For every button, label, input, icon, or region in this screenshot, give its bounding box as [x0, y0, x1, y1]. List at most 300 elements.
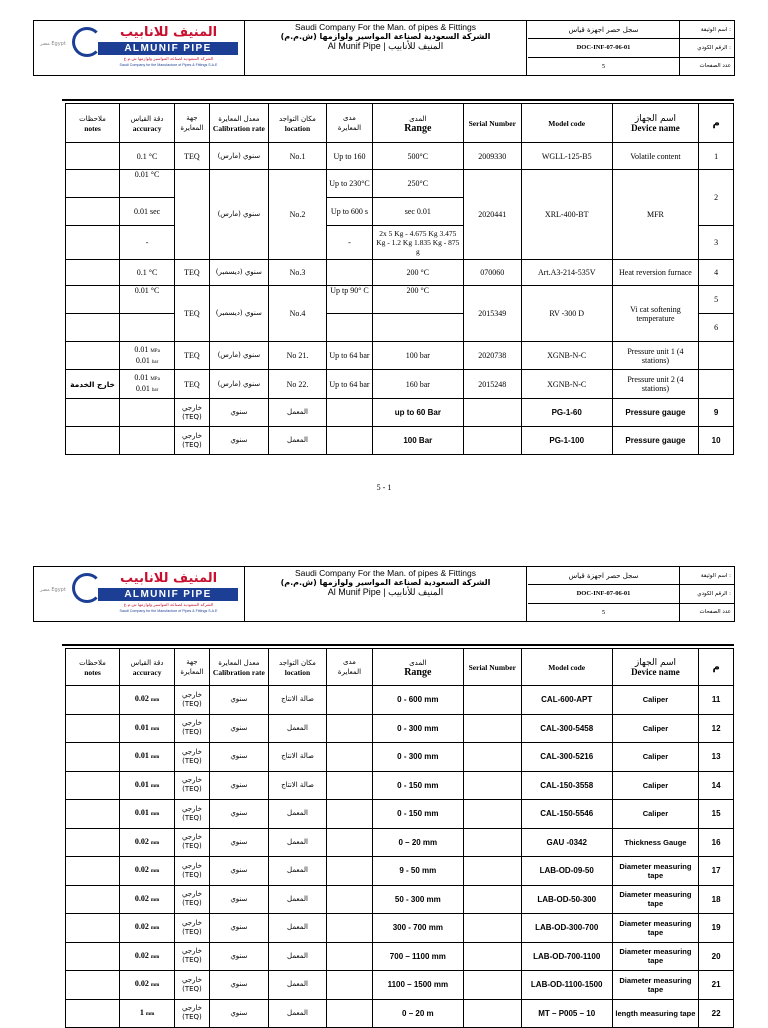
pages-count-label: عدد الصفحات: [680, 603, 735, 621]
col-range-ar: المدى: [409, 658, 427, 667]
doc-name-label: اسم الوثيقة :: [680, 567, 735, 585]
cell-party: خارجي (TEQ): [175, 942, 210, 971]
cell-model: LAB-OD-300-700: [521, 914, 612, 943]
company-logo: [34, 21, 245, 75]
cell-rate: سنوي: [209, 857, 268, 886]
col-party-ar: جهة: [186, 658, 198, 666]
cell-serial: [463, 885, 521, 914]
cell-location: No.2: [268, 170, 326, 260]
col-accuracy-ar: دقة القياس: [130, 658, 164, 667]
col-model: [521, 104, 612, 143]
cell-accuracy: [120, 714, 175, 743]
cell-accuracy: [120, 999, 175, 1028]
accuracy-value: 0.01: [134, 808, 149, 818]
col-location: [268, 104, 326, 143]
col-serial-en: Serial Number: [468, 118, 516, 128]
cell-calib-range: Up to 64 bar: [327, 370, 373, 399]
cell-party: خارجي (TEQ): [175, 771, 210, 800]
cell-model: LAB-OD-700-1100: [521, 942, 612, 971]
cell-range: 300 - 700 mm: [372, 914, 463, 943]
cell-model: CAL-150-5546: [521, 800, 612, 829]
pages-count-value: 5: [601, 62, 606, 70]
logo-arabic-subtitle: الشركة السعودية لصناعة المواسير ولوازمها ش.م.ع: [123, 602, 214, 607]
cell-serial: [463, 914, 521, 943]
logo-english-name: ALMUNIF PIPE: [98, 588, 238, 601]
cell-accuracy: [120, 800, 175, 829]
cell-accuracy: 0.1 °C: [120, 260, 175, 286]
cell-party: خارجي (TEQ): [175, 399, 210, 427]
cell-accuracy: 0.1 °C: [120, 143, 175, 170]
cell-calib-range: [327, 314, 373, 342]
cell-range: 0 - 600 mm: [372, 686, 463, 715]
cell-party: TEQ: [175, 286, 210, 342]
cell-notes: [66, 714, 120, 743]
cell-serial: [463, 800, 521, 829]
cell-rate: سنوي: [209, 743, 268, 772]
cell-location: المعمل: [268, 942, 326, 971]
accuracy-value: 0.01: [135, 384, 150, 393]
cell-no: 15: [699, 800, 734, 829]
col-range: [372, 649, 463, 686]
document-meta-table: [528, 21, 734, 75]
company-name-ar: الشركة السعودية لصناعة المواسير ولوازمها (ش.م.م): [280, 578, 491, 587]
cell-notes: [66, 143, 120, 170]
accuracy-value: 0.01: [134, 722, 149, 732]
cell-device: Caliper: [612, 743, 699, 772]
cell-accuracy: 0.01 sec: [120, 198, 175, 226]
cell-model: CAL-150-3558: [521, 771, 612, 800]
cell-location: صالة الانتاج: [268, 743, 326, 772]
logo-egypt-text: مصر Egypt: [40, 41, 66, 47]
cell-no: 22: [699, 999, 734, 1028]
table-top-rule: [62, 99, 734, 101]
accuracy-value: 0.01: [134, 751, 149, 761]
col-calib-rate: [209, 649, 268, 686]
table-row: [66, 286, 734, 314]
unit-label: bar: [151, 388, 159, 393]
cell-accuracy: [120, 885, 175, 914]
col-range: [372, 104, 463, 143]
accuracy-value: 0.01: [134, 344, 149, 354]
cell-notes: [66, 771, 120, 800]
cell-party: خارجي (TEQ): [175, 427, 210, 455]
cell-location: المعمل: [268, 885, 326, 914]
cell-model: GAU -0342: [521, 828, 612, 857]
cell-calib-range: [327, 828, 373, 857]
cell-party: [175, 170, 210, 260]
cell-calib-range: [327, 914, 373, 943]
cell-range: 250°C: [372, 170, 463, 198]
col-no: [699, 104, 734, 143]
unit-label: mm: [150, 812, 160, 818]
cell-rate: سنوي: [209, 686, 268, 715]
cell-serial: [463, 942, 521, 971]
cell-accuracy: [120, 399, 175, 427]
cell-serial: [463, 686, 521, 715]
cell-serial: 2020738: [463, 342, 521, 370]
cell-range: 700 – 1100 mm: [372, 942, 463, 971]
logo-arabic-name: المنيف للانابيب: [120, 571, 218, 586]
cell-party: خارجي (TEQ): [175, 914, 210, 943]
cell-range: 0 – 20 mm: [372, 828, 463, 857]
cell-rate: سنوي (مارس): [209, 370, 268, 399]
cell-accuracy: [120, 370, 175, 399]
accuracy-value: 0.01: [135, 355, 150, 365]
cell-device: Pressure gauge: [612, 427, 699, 455]
cell-notes: [66, 743, 120, 772]
col-accuracy-ar: دقة القياس: [130, 114, 164, 123]
col-rate-en: Calibration rate: [212, 123, 265, 133]
table-row: [66, 743, 734, 772]
cell-calib-range: -: [327, 226, 373, 260]
table-row: [66, 170, 734, 198]
accuracy-value: 1: [139, 1007, 144, 1017]
cell-serial: [463, 828, 521, 857]
cell-notes: [66, 686, 120, 715]
col-crange-ar2: المعايرة: [337, 668, 362, 676]
col-no: [699, 649, 734, 686]
unit-label: MPa: [150, 348, 160, 354]
table-row: [66, 686, 734, 715]
cell-range: 160 bar: [372, 370, 463, 399]
table-header-row: [66, 104, 734, 143]
col-crange-ar2: المعايرة: [337, 124, 362, 132]
table-row: [66, 914, 734, 943]
cell-serial: [463, 399, 521, 427]
col-model: [521, 649, 612, 686]
cell-no: 11: [699, 686, 734, 715]
doc-name-value: سجل حصر اجهزة قياس: [528, 567, 680, 585]
col-device-en: Device name: [631, 666, 680, 677]
table-row: [66, 999, 734, 1028]
cell-device: Caliper: [612, 800, 699, 829]
cell-calib-range: [327, 714, 373, 743]
cell-accuracy: [120, 314, 175, 342]
cell-range: 0 - 300 mm: [372, 743, 463, 772]
cell-notes: [66, 942, 120, 971]
cell-accuracy: 0.01 °C: [120, 170, 175, 198]
col-notes: [66, 104, 120, 143]
col-location-ar: مكان التواجد: [279, 658, 316, 667]
table-row: [66, 942, 734, 971]
cell-no: [699, 342, 734, 370]
col-accuracy: [120, 104, 175, 143]
cell-no: 14: [699, 771, 734, 800]
table-row: [66, 370, 734, 399]
document-meta-table: [528, 567, 734, 621]
cell-no: 21: [699, 971, 734, 1000]
doc-code-label: الرقم الكودي :: [680, 39, 735, 57]
col-crange-ar: مدى: [343, 658, 356, 666]
cell-rate: سنوي: [209, 399, 268, 427]
cell-notes: [66, 885, 120, 914]
col-device-en: Device name: [631, 122, 680, 133]
cell-party: خارجي (TEQ): [175, 686, 210, 715]
col-model-en: Model code: [548, 118, 586, 128]
company-name-ar: الشركة السعودية لصناعة المواسير ولوازمها (ش.م.م): [280, 32, 491, 41]
cell-serial: [463, 971, 521, 1000]
cell-party: TEQ: [175, 260, 210, 286]
cell-location: المعمل: [268, 828, 326, 857]
cell-range: 0 - 150 mm: [372, 800, 463, 829]
cell-model: LAB-OD-50-300: [521, 885, 612, 914]
cell-accuracy: [120, 942, 175, 971]
cell-location: No 22.: [268, 370, 326, 399]
cell-party: خارجي (TEQ): [175, 714, 210, 743]
cell-location: المعمل: [268, 714, 326, 743]
company-short-name: Al Munif Pipe | المنيف للأنابيب: [327, 41, 444, 51]
logo-english-name: ALMUNIF PIPE: [98, 42, 238, 55]
cell-device: Diameter measuring tape: [612, 971, 699, 1000]
cell-serial: [463, 857, 521, 886]
col-no-ar: م: [712, 661, 720, 673]
col-rate-ar: معدل المعايرة: [218, 658, 260, 667]
cell-no: 2: [699, 170, 734, 226]
col-accuracy: [120, 649, 175, 686]
cell-notes: [66, 170, 120, 198]
cell-device: Volatile content: [612, 143, 699, 170]
cell-calib-range: [327, 971, 373, 1000]
accuracy-value: 0.02: [134, 922, 149, 932]
cell-range: 100 bar: [372, 342, 463, 370]
doc-name-label: اسم الوثيقة :: [680, 21, 735, 39]
accuracy-value: 0.01: [134, 373, 149, 382]
unit-label: mm: [150, 869, 160, 875]
cell-device: Heat reversion furnace: [612, 260, 699, 286]
unit-label: mm: [150, 840, 160, 846]
cell-location: المعمل: [268, 800, 326, 829]
cell-range: sec 0.01: [372, 198, 463, 226]
document-header: [33, 20, 735, 76]
document-header: [33, 566, 735, 622]
col-range-en: Range: [404, 122, 432, 134]
cell-notes: [66, 342, 120, 370]
cell-calib-range: [327, 260, 373, 286]
unit-label: mm: [150, 755, 160, 761]
company-short-name: Al Munif Pipe | المنيف للأنابيب: [327, 587, 444, 597]
cell-accuracy: [120, 971, 175, 1000]
cell-accuracy: [120, 914, 175, 943]
cell-accuracy: [120, 342, 175, 370]
cell-range: up to 60 Bar: [372, 399, 463, 427]
devices-table-page-2: [65, 648, 734, 1028]
table-row: [66, 714, 734, 743]
col-party-ar2: المعايرة: [180, 124, 204, 132]
cell-party: خارجي (TEQ): [175, 971, 210, 1000]
cell-device: Pressure gauge: [612, 399, 699, 427]
cell-location: No.1: [268, 143, 326, 170]
company-name-en: Saudi Company For the Man. of pipes & Fittings: [295, 568, 476, 578]
cell-calib-range: Up to 600 s: [327, 198, 373, 226]
col-crange-ar: مدى: [343, 114, 356, 122]
table-row: [66, 971, 734, 1000]
cell-range: 0 – 20 m: [372, 999, 463, 1028]
cell-no: 9: [699, 399, 734, 427]
unit-label: mm: [150, 726, 160, 732]
cell-notes: [66, 286, 120, 314]
table-row: [66, 828, 734, 857]
cell-range: [372, 314, 463, 342]
cell-model: XRL-400-BT: [521, 170, 612, 260]
col-device: [612, 104, 699, 143]
cell-no: 1: [699, 143, 734, 170]
col-serial: [463, 649, 521, 686]
cell-no: 5: [699, 286, 734, 314]
cell-accuracy: [120, 427, 175, 455]
cell-range: 100 Bar: [372, 427, 463, 455]
cell-model: XGNB-N-C: [521, 370, 612, 399]
cell-device: Caliper: [612, 686, 699, 715]
table-row: [66, 771, 734, 800]
cell-rate: سنوي: [209, 828, 268, 857]
cell-rate: سنوي (مارس): [209, 342, 268, 370]
cell-rate: سنوي: [209, 714, 268, 743]
cell-model: LAB-OD-1100-1500: [521, 971, 612, 1000]
table-top-rule: [62, 644, 734, 646]
cell-calib-range: Up to 160: [327, 143, 373, 170]
cell-party: TEQ: [175, 342, 210, 370]
accuracy-value: 0.02: [134, 865, 149, 875]
table-header-row: [66, 649, 734, 686]
cell-model: XGNB-N-C: [521, 342, 612, 370]
unit-label: mm: [150, 954, 160, 960]
cell-rate: سنوي: [209, 800, 268, 829]
cell-location: صالة الانتاج: [268, 771, 326, 800]
cell-device: Pressure unit 1 (4 stations): [612, 342, 699, 370]
cell-serial: 070060: [463, 260, 521, 286]
cell-notes: [66, 971, 120, 1000]
company-logo: [34, 567, 245, 621]
cell-location: المعمل: [268, 427, 326, 455]
col-notes-ar: ملاحظات: [79, 114, 106, 123]
cell-notes: [66, 314, 120, 342]
cell-party: خارجي (TEQ): [175, 743, 210, 772]
table-row: [66, 427, 734, 455]
cell-location: صالة الانتاج: [268, 686, 326, 715]
unit-label: bar: [151, 359, 159, 365]
table-row: [66, 260, 734, 286]
cell-party: خارجي (TEQ): [175, 800, 210, 829]
cell-location: No.4: [268, 286, 326, 342]
cell-party: خارجي (TEQ): [175, 828, 210, 857]
cell-device: Diameter measuring tape: [612, 942, 699, 971]
cell-range: 2x 5 Kg - 4.675 Kg 3.475 Kg - 1.2 Kg 1.835 Kg - 875 g: [372, 226, 463, 260]
cell-serial: 2015349: [463, 286, 521, 342]
cell-notes: [66, 828, 120, 857]
cell-device: MFR: [612, 170, 699, 260]
cell-model: CAL-600-APT: [521, 686, 612, 715]
logo-english-subtitle: Saudi Company for the Manufacture of Pipes & Fittings S.A.E: [119, 609, 218, 613]
cell-device: Caliper: [612, 771, 699, 800]
cell-rate: سنوي: [209, 971, 268, 1000]
cell-device: Pressure unit 2 (4 stations): [612, 370, 699, 399]
cell-serial: [463, 743, 521, 772]
cell-calib-range: [327, 686, 373, 715]
devices-table-page-1: [65, 103, 734, 455]
cell-rate: سنوي: [209, 427, 268, 455]
cell-no: 16: [699, 828, 734, 857]
col-calib-party: [175, 649, 210, 686]
accuracy-value: 0.02: [134, 836, 149, 846]
cell-notes: [66, 914, 120, 943]
unit-label: mm: [150, 983, 160, 989]
cell-no: 19: [699, 914, 734, 943]
cell-model: PG-1-100: [521, 427, 612, 455]
accuracy-value: 0.02: [134, 694, 149, 704]
cell-range: 200 °C: [372, 260, 463, 286]
cell-notes: [66, 399, 120, 427]
cell-serial: [463, 999, 521, 1028]
cell-party: خارجي (TEQ): [175, 885, 210, 914]
cell-rate: سنوي: [209, 771, 268, 800]
accuracy-value: 0.02: [134, 950, 149, 960]
cell-accuracy: [120, 771, 175, 800]
cell-notes: [66, 800, 120, 829]
cell-no: 12: [699, 714, 734, 743]
cell-model: CAL-300-5458: [521, 714, 612, 743]
cell-rate: سنوي (مارس): [209, 170, 268, 260]
cell-calib-range: [327, 800, 373, 829]
cell-notes: [66, 260, 120, 286]
table-row: [66, 800, 734, 829]
unit-label: mm: [150, 926, 160, 932]
cell-party: خارجي (TEQ): [175, 999, 210, 1028]
cell-party: TEQ: [175, 143, 210, 170]
col-serial-en: Serial Number: [468, 662, 516, 672]
cell-calib-range: [327, 771, 373, 800]
cell-no: 18: [699, 885, 734, 914]
logo-english-subtitle: Saudi Company for the Manufacture of Pipes & Fittings S.A.E: [119, 63, 218, 67]
doc-code-label: الرقم الكودي :: [680, 585, 735, 603]
cell-location: المعمل: [268, 971, 326, 1000]
cell-accuracy: [120, 857, 175, 886]
unit-label: mm: [145, 1011, 155, 1017]
col-device-ar: اسم الجهاز: [634, 657, 677, 668]
cell-serial: 2020441: [463, 170, 521, 260]
accuracy-value: 0.02: [134, 979, 149, 989]
cell-calib-range: [327, 399, 373, 427]
cell-device: Vi cat softening temperature: [612, 286, 699, 342]
col-location: [268, 649, 326, 686]
cell-no: 10: [699, 427, 734, 455]
cell-no: 3: [699, 226, 734, 260]
cell-notes: [66, 198, 120, 226]
logo-egypt-text: مصر Egypt: [40, 587, 66, 593]
col-model-en: Model code: [548, 662, 586, 672]
table-row: [66, 143, 734, 170]
cell-notes: [66, 427, 120, 455]
cell-location: No.3: [268, 260, 326, 286]
cell-location: المعمل: [268, 914, 326, 943]
cell-accuracy: [120, 686, 175, 715]
cell-location: المعمل: [268, 999, 326, 1028]
cell-serial: [463, 714, 521, 743]
col-accuracy-en: accuracy: [132, 667, 162, 677]
col-notes-en: notes: [84, 667, 101, 677]
col-range-en: Range: [404, 666, 432, 678]
cell-model: Art.A3-214-535V: [521, 260, 612, 286]
cell-no: 13: [699, 743, 734, 772]
unit-label: mm: [150, 698, 160, 704]
col-calib-range: [327, 649, 373, 686]
table-row: [66, 342, 734, 370]
col-location-en: location: [284, 123, 311, 133]
cell-serial: 2009330: [463, 143, 521, 170]
cell-device: Diameter measuring tape: [612, 914, 699, 943]
col-serial: [463, 104, 521, 143]
cell-model: WGLL-125-B5: [521, 143, 612, 170]
col-notes: [66, 649, 120, 686]
